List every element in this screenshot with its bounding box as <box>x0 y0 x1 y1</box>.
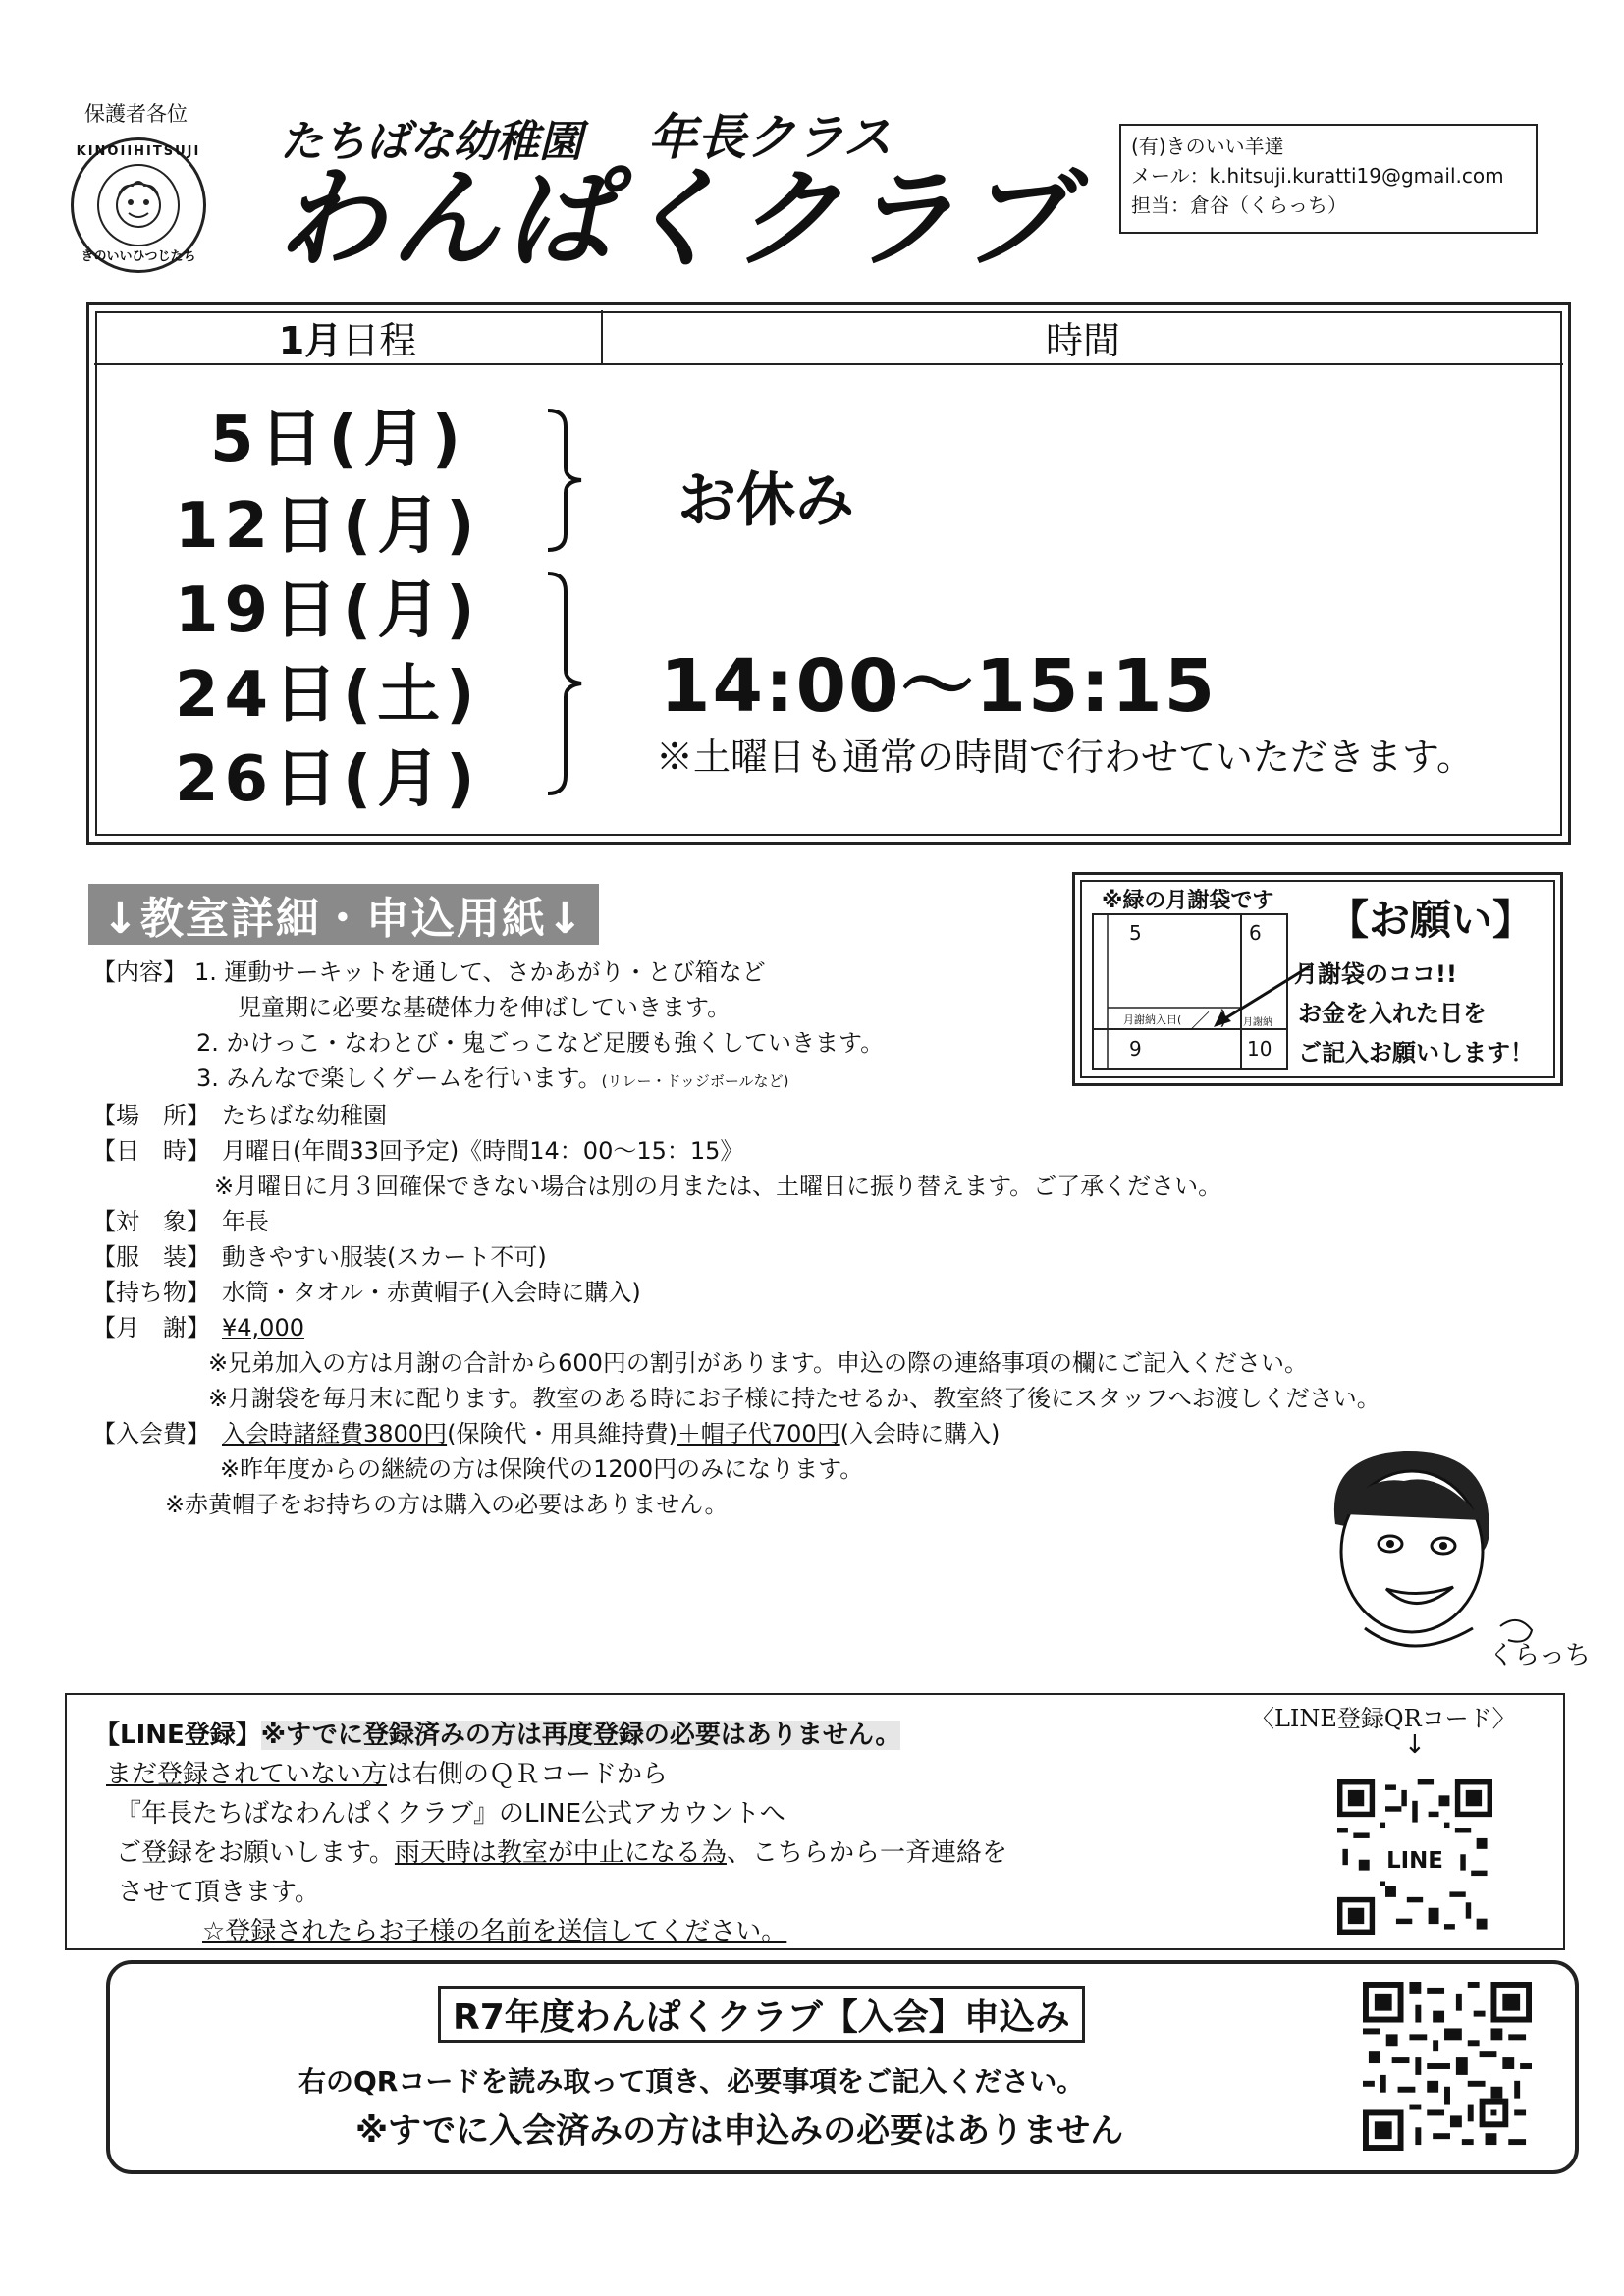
content-item: 児童期に必要な基礎体力を伸ばしていきます。 <box>238 994 731 1021</box>
line-text-part: 雨天時は教室が中止になる為 <box>394 1838 727 1868</box>
envelope-label: ※緑の月謝袋です <box>1102 889 1274 913</box>
down-arrow-icon: ↓ <box>1404 1730 1426 1760</box>
entry-fee-note: ※赤黄帽子をお持ちの方は購入の必要はありません。 <box>165 1491 729 1518</box>
line-text: 『年長たちばなわんぱくクラブ』のLINE公式アカウントへ <box>116 1799 785 1829</box>
fee-note: ※兄弟加入の方は月謝の合計から600円の割引があります。申込の際の連絡事項の欄にご記入ください。 <box>208 1349 1308 1377</box>
application-notice: ※すでに入会済みの方は申込みの必要はありません <box>355 2111 1124 2151</box>
datetime-note: ※月曜日に月３回確保できない場合は別の月または、土曜日に振り替えます。ご了承ください。 <box>214 1173 1222 1200</box>
target-label: 【対 象】 <box>92 1208 210 1235</box>
rest-label: お休み <box>677 466 854 535</box>
class-name: 年長クラス <box>648 109 893 166</box>
schedule-date: 26日(月) <box>175 743 481 816</box>
sheep-face-icon <box>97 164 180 246</box>
guardian-note: 保護者各位 <box>84 102 188 126</box>
schedule-month: 1月 <box>278 318 343 362</box>
entry-fee-label: 【入会費】 <box>92 1420 210 1448</box>
content-item-note: (リレー・ドッジボールなど) <box>601 1072 789 1090</box>
kindergarten-name: たちばな幼稚園 <box>280 117 582 167</box>
logo-bottom-text: きのいいひつじたち <box>81 249 196 264</box>
contact-person: 担当：倉谷（くらっち） <box>1131 193 1347 217</box>
line-text-part: ご登録をお願いします。 <box>116 1838 395 1868</box>
line-header <box>94 1715 900 1751</box>
line-text-part: まだ登録されていない方 <box>106 1760 388 1789</box>
fee-value: ¥4,000 <box>222 1314 304 1341</box>
club-title: わんぱくクラブ <box>277 156 1074 282</box>
contact-box <box>1119 124 1538 234</box>
entry-fee-part: ＋帽子代700円 <box>677 1420 840 1448</box>
place-value: たちばな幼稚園 <box>222 1102 387 1129</box>
character-illustration <box>1296 1436 1592 1671</box>
line-text-part: は右側のＱＲコードから <box>387 1760 669 1789</box>
section-title: ↓教室詳細・申込用紙↓ <box>88 884 599 945</box>
brace-icon <box>538 407 607 554</box>
envelope-cell: 6 <box>1249 921 1262 945</box>
logo-top-text: KINOIIHITSUJI <box>76 144 201 159</box>
line-label: 【LINE登録】 <box>94 1721 261 1750</box>
items-label: 【持ち物】 <box>92 1279 210 1306</box>
envelope-cell: 5 <box>1129 921 1142 945</box>
schedule-date: 19日(月) <box>175 574 481 647</box>
place-label: 【場 所】 <box>92 1102 210 1129</box>
items-value: 水筒・タオル・赤黄帽子(入会時に購入) <box>222 1279 641 1306</box>
schedule-date: 12日(月) <box>175 490 481 563</box>
schedule-date-label: 日程 <box>342 318 417 362</box>
entry-fee-part: (入会時に購入) <box>839 1420 1001 1448</box>
content-label: 【内容】 <box>92 958 187 986</box>
fee-note: ※月謝袋を毎月末に配ります。教室のある時にお子様に持たせるか、教室終了後にスタッフへお渡しください。 <box>208 1385 1380 1412</box>
contact-email: メール：k.hitsuji.kuratti19@gmail.com <box>1131 164 1504 188</box>
saturday-note: ※土曜日も通常の時間で行わせていただきます。 <box>656 736 1474 779</box>
line-text <box>106 1754 668 1790</box>
entry-fee-part: (保険代・用具維持費) <box>447 1420 677 1448</box>
schedule-date: 5日(月) <box>210 404 467 476</box>
application-instruction: 右のQRコードを読み取って頂き、必要事項をご記入ください。 <box>298 2065 1085 2098</box>
line-qr-code[interactable] <box>1337 1779 1492 1935</box>
envelope-cell: 月謝納入日( <box>1123 1013 1182 1026</box>
envelope-cell: 月謝納 <box>1243 1017 1272 1028</box>
character-signature: くらっち <box>1489 1641 1592 1670</box>
line-notice: ※すでに登録済みの方は再度登録の必要はありません。 <box>260 1721 901 1750</box>
content-item: 1. 運動サーキットを通して、さかあがり・とび箱など <box>194 958 766 986</box>
brace-icon <box>538 570 607 797</box>
application-qr-code[interactable] <box>1363 1982 1532 2151</box>
target-value: 年長 <box>222 1208 269 1235</box>
qr-center-label: LINE <box>1386 1847 1443 1874</box>
request-title: 【お願い】 <box>1327 896 1535 944</box>
clothes-value: 動きやすい服装(スカート不可) <box>222 1243 547 1271</box>
entry-fee-note: ※昨年度からの継続の方は保険代の1200円のみになります。 <box>220 1455 864 1483</box>
schedule-header-time: 時間 <box>603 310 1563 365</box>
request-line: ご記入お願いします！ <box>1298 1039 1534 1066</box>
schedule-header-dates <box>94 310 603 365</box>
line-text <box>116 1832 1007 1869</box>
line-text: させて頂きます。 <box>118 1878 320 1907</box>
content-item: 2. かけっこ・なわとび・鬼ごっこなど足腰も強くしていきます。 <box>196 1029 885 1057</box>
datetime-value: 月曜日(年間33回予定)《時間14：00～15：15》 <box>222 1137 744 1165</box>
envelope-cell: 10 <box>1247 1037 1272 1061</box>
entry-fee-value <box>222 1422 1000 1446</box>
line-text-part: 、こちらから一斉連絡を <box>726 1838 1007 1868</box>
class-time: 14:00～15:15 <box>660 644 1218 729</box>
request-line: お金を入れた日を <box>1298 1000 1487 1027</box>
request-line: 月謝袋のココ!! <box>1294 960 1457 988</box>
clothes-label: 【服 装】 <box>92 1243 210 1271</box>
company-logo <box>71 137 206 273</box>
fee-label: 【月 謝】 <box>92 1314 210 1341</box>
line-text: ☆登録されたらお子様の名前を送信してください。 <box>202 1917 787 1946</box>
content-item-text: 3. みんなで楽しくゲームを行います。 <box>196 1065 602 1092</box>
envelope-cell: 9 <box>1129 1037 1142 1061</box>
qr-label: 〈LINE登録QRコード〉 <box>1251 1705 1516 1732</box>
application-title: R7年度わんぱくクラブ【入会】申込み <box>438 1986 1085 2043</box>
entry-fee-part: 入会時諸経費3800円 <box>222 1420 448 1448</box>
envelope-cell: ／ <box>1190 1010 1210 1033</box>
contact-company: (有)きのいい羊達 <box>1131 135 1284 158</box>
content-item <box>196 1066 788 1090</box>
datetime-label: 【日 時】 <box>92 1137 210 1165</box>
schedule-date: 24日(土) <box>175 659 481 732</box>
